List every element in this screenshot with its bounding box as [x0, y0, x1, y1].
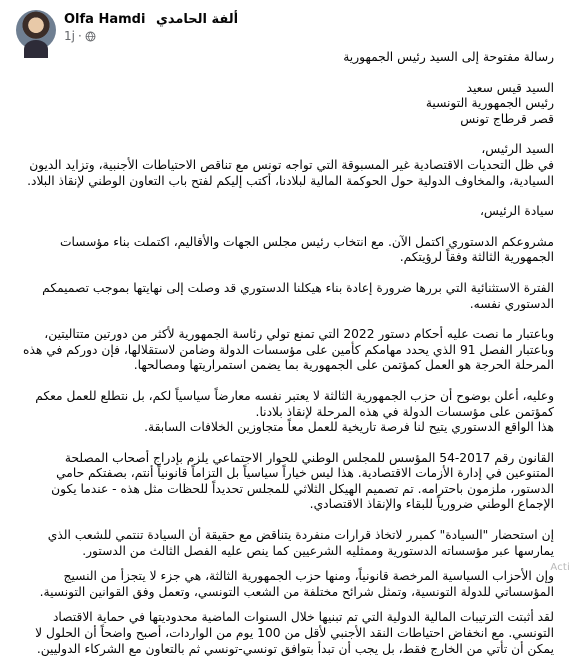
- post-paragraph: إن استحضار "السيادة" كمبرر لاتخاذ قرارات منفردة يتناقض مع حقيقة أن السيادة تنتمي للشعب الذي يمارسها عبر مؤسساته الدستورية وممثليه الشرعيين كما ينص عليه الفصل الثالث من الدستور.: [47, 528, 554, 558]
- post-paragraph: سيادة الرئيس،: [479, 204, 554, 219]
- post-paragraph: قصر قرطاج تونس: [460, 111, 554, 126]
- post-paragraph: في ظل التحديات الاقتصادية غير المسبوقة التي تواجه تونس مع تناقص الاحتياطات الأجنبية، وتزايد الديون السيادية، والمخاوف الدولية حول الحوكمة المالية لبلادنا، أكتب إليكم لفتح باب التعاون الوطني لإنقاذ البلاد.: [27, 157, 554, 188]
- post-paragraph: القانون رقم 2017-54 المؤسس للمجلس الوطني للحوار الاجتماعي يلزم بإدراج أصحاب المصلحة المتنوعين في إدارة الأزمات الاقتصادية. هذا ليس خياراً سياسياً بل التزاماً قانونياً أنتم، بصفتكم حامي الدستور، ملزمون باحترامه. تم تصميم الهيكل الثلاثي للمجلس تحديداً للحظات مثل هذه - عندما يكون الإجماع الوطني ضرورياً للبقاء والإنقاذ الاقتصادي.: [51, 450, 554, 512]
- post-paragraph: الفترة الاستثنائية التي بررها ضرورة إعادة بناء هيكلنا الدستوري قد وصلت إلى نهايتها بموجب تصميمكم الدستوري نفسه.: [42, 280, 554, 311]
- post-paragraph: لقد أثبتت الترتيبات المالية الدولية التي تم تبنيها خلال السنوات الماضية محدوديتها في حماية الاقتصاد التونسي. مع انخفاض احتياطات النقد الأجنبي لأقل من 100 يوم من الواردات، أصبح واضحاً أن الحلول لا يمكن أن تأتي من الخارج فقط، بل يجب أن تبدأ بتوافق تونسي-تونسي ثم بالتعاون مع الشركاء الدوليين.: [35, 610, 554, 656]
- post-paragraph: رئيس الجمهورية التونسية: [425, 96, 554, 111]
- post-paragraph: هذا الواقع الدستوري يتيح لنا فرصة تاريخية للعمل معاً متجاوزين الخلافات السابقة.: [144, 420, 554, 435]
- post-paragraph: وإن الأحزاب السياسية المرخصة قانونياً، ومنها حزب الجمهورية الثالثة، هي جزء لا يتجزأ من النسيج المؤسساتي للدولة التونسية، وتمثل شرائح مختلفة من الشعب التونسي، وتعمل وفق القوانين التونسية.: [39, 569, 554, 599]
- author-name-arabic[interactable]: ألفة الحامدي: [155, 12, 239, 27]
- post-body: [16, 50, 554, 657]
- separator-dot: ·: [77, 29, 82, 43]
- post-time[interactable]: 1j: [64, 29, 75, 43]
- author-avatar[interactable]: [16, 10, 56, 50]
- post-meta: [64, 11, 238, 44]
- author-name-latin[interactable]: Olfa Hamdi: [64, 12, 146, 27]
- author-name-line[interactable]: [64, 11, 238, 28]
- post-paragraph: وباعتبار ما نصت عليه أحكام دستور 2022 التي تمنع تولي رئاسة الجمهورية لأكثر من دورتين متتاليتين، وباعتبار الفصل 91 الذي يحدد مهامكم كأمين على مؤسسات الدولة وضامن لاستقلالها، فإن دوركم في هذه المرحلة الحرجة هو العمل كمؤتمن على الجمهورية بما يضمن استمراريتها ومصالحها.: [23, 327, 554, 373]
- post-header: [16, 10, 238, 50]
- post-time-and-privacy: [64, 29, 238, 44]
- post-paragraph: السيد الرئيس،: [481, 142, 554, 157]
- post-paragraph: السيد قيس سعيد: [466, 80, 554, 95]
- post-paragraph: وعليه، أعلن بوضوح أن حزب الجمهورية الثالثة لا يعتبر نفسه معارضاً سياسياً لكم، بل نتطلع للعمل معكم كمؤتمن على مؤسسات الدولة في هذه المرحلة لإنقاذ بلادنا.: [35, 388, 554, 419]
- post-paragraph: رسالة مفتوحة إلى السيد رئيس الجمهورية: [343, 50, 554, 64]
- post-paragraph: مشروعكم الدستوري اكتمل الآن. مع انتخاب رئيس مجلس الجهات والأقاليم، اكتملت بناء مؤسسات الجمهورية الثالثة وفقاً لرؤيتكم.: [59, 234, 554, 265]
- activation-watermark: Acti: [550, 562, 570, 573]
- globe-icon[interactable]: [85, 31, 96, 42]
